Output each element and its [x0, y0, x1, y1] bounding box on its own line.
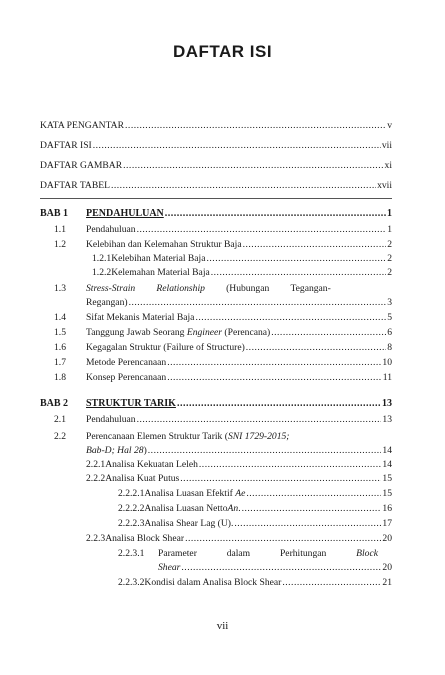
entry-label: [86, 327, 270, 339]
dot-leader: [167, 372, 382, 384]
toc-entry-2-2-3-2: [118, 577, 392, 589]
entry-label: Analisa Block Shear: [105, 533, 185, 544]
section-number-text: 1.2.1: [92, 253, 112, 264]
entry-label-part: Analisa Luasan Efektif: [144, 488, 236, 499]
entry-page: 3: [387, 297, 392, 308]
entry-page: 20: [382, 533, 392, 544]
toc-entry-1-2: [86, 239, 392, 251]
toc-entry-1-2-1: [92, 253, 392, 265]
entry-label: [144, 488, 245, 500]
toc-chapter-2: [86, 398, 392, 410]
dot-leader: [185, 533, 381, 545]
section-number-text: 1.1: [54, 224, 66, 235]
section-number: [54, 357, 66, 369]
section-number-text: 2.2.1: [86, 459, 106, 470]
section-number: [54, 372, 66, 384]
entry-page: 14: [382, 459, 392, 470]
entry-label: Analisa Shear Lag (U).: [144, 518, 234, 529]
entry-page: 6: [387, 327, 392, 338]
toc-entry-2-2-cont: [86, 445, 392, 457]
dot-leader: [234, 518, 381, 530]
dot-leader: [242, 503, 382, 515]
entry-label-part: Tanggung Jawab Seorang: [86, 327, 187, 338]
entry-page: 2: [387, 253, 392, 264]
dot-leader: [246, 342, 386, 354]
chapter-number-text: BAB 2: [40, 398, 69, 409]
section-number: [54, 312, 66, 324]
dot-leader: [246, 488, 381, 500]
entry-page: 15: [382, 488, 392, 499]
dot-leader: [167, 357, 381, 369]
entry-label: Shear: [158, 562, 181, 573]
entry-label: Konsep Perencanaan: [86, 372, 167, 383]
entry-label-part: Block: [356, 548, 378, 559]
entry-label: Stress-Strain: [86, 283, 136, 294]
entry-page: 5: [387, 312, 392, 323]
entry-page: 1: [387, 208, 392, 219]
dot-leader: [123, 160, 383, 172]
section-number-text: 2.2.2.2: [118, 503, 145, 514]
toc-entry-2-2-3-1: [118, 548, 392, 560]
section-number-text: 2.2.2.3: [118, 518, 145, 529]
section-number-text: 1.5: [54, 327, 66, 338]
section-number-text: 2.2.3.1: [118, 548, 145, 559]
entry-label: Kondisi dalam Analisa Block Shear: [144, 577, 282, 588]
entry-page: xi: [384, 160, 392, 171]
dot-leader: [207, 253, 387, 265]
entry-label: (Hubungan: [226, 283, 270, 294]
section-number-text: 2.2.3: [86, 533, 106, 544]
entry-label-part: Parameter: [158, 548, 197, 559]
chapter-number: [40, 398, 68, 410]
toc-entry-2-2-3-1-cont: [158, 562, 392, 574]
section-number: [54, 414, 66, 426]
section-number: [54, 239, 66, 251]
entry-page: 14: [382, 445, 392, 456]
section-number-text: 2.2: [54, 431, 66, 442]
toc-entry-2-1: [86, 414, 392, 426]
chapter-number-text: BAB 1: [40, 208, 69, 219]
entry-label: DAFTAR GAMBAR: [40, 160, 123, 171]
section-number: [54, 342, 66, 354]
page-title: DAFTAR ISI: [172, 42, 273, 61]
entry-page: 2: [387, 239, 392, 250]
dot-leader: [129, 297, 387, 309]
entry-label-part: dalam: [226, 548, 251, 559]
dot-leader: [165, 208, 386, 220]
toc-entry-2-2-1: [86, 459, 392, 471]
toc-entry-2-2-2-1: [118, 488, 392, 500]
section-number: [54, 283, 66, 295]
toc-entry-1-4: [86, 312, 392, 324]
dot-leader: [111, 180, 376, 192]
entry-page: 2: [387, 267, 392, 278]
entry-label: DAFTAR TABEL: [40, 180, 110, 191]
section-number-text: 1.7: [54, 357, 66, 368]
toc-entry-1-3-cont: [86, 297, 392, 309]
entry-label: Kelemahan Material Baja: [111, 267, 210, 278]
entry-label: KATA PENGANTAR: [40, 120, 125, 131]
entry-label-part: ): [143, 445, 147, 456]
entry-label: Pendahuluan: [86, 224, 136, 235]
section-number: [54, 327, 66, 339]
entry-page: 13: [382, 414, 392, 425]
toc-chapter-1: [86, 208, 392, 220]
entry-label: Relationship: [156, 283, 205, 294]
entry-label: Tegangan-: [290, 283, 331, 294]
dot-leader: [243, 239, 387, 251]
entry-label: Kegagalan Struktur (Failure of Structure): [86, 342, 245, 353]
entry-label-part: Bab-D; Hal 28: [86, 445, 144, 456]
dot-leader: [181, 562, 381, 574]
entry-page: 13: [382, 398, 392, 409]
dot-leader: [199, 459, 382, 471]
section-number-text: 1.6: [54, 342, 66, 353]
entry-page: 11: [382, 372, 392, 383]
toc-entry-2-2: [86, 431, 392, 443]
section-number-text: 1.2: [54, 239, 66, 250]
dot-leader: [195, 312, 386, 324]
entry-page: 8: [387, 342, 392, 353]
toc-entry-daftar-tabel: [40, 180, 392, 192]
dot-leader: [137, 224, 387, 236]
entry-page: xvii: [377, 180, 392, 191]
section-number-text: 1.2.2: [92, 267, 112, 278]
section-number-text: 2.2.3.2: [118, 577, 145, 588]
toc-entry-kata-pengantar: [40, 120, 392, 132]
entry-page: v: [387, 120, 392, 131]
dot-leader: [180, 473, 381, 485]
entry-label: Regangan): [86, 297, 128, 308]
toc-entry-2-2-3: [86, 533, 392, 545]
dot-leader: [211, 267, 386, 279]
toc-entry-1-3: [86, 283, 392, 295]
toc-entry-1-8: [86, 372, 392, 384]
divider: [40, 198, 392, 199]
dot-leader: [177, 398, 381, 410]
dot-leader: [93, 140, 381, 152]
toc-entry-2-2-2-3: [118, 518, 392, 530]
entry-label-part: .: [238, 503, 241, 514]
entry-page: vii: [381, 140, 392, 151]
section-number-text: 1.8: [54, 372, 66, 383]
dot-leader: [125, 120, 386, 132]
section-number-text: 1.4: [54, 312, 66, 323]
section-number-text: 1.3: [54, 283, 66, 294]
toc-entry-1-1: [86, 224, 392, 236]
entry-label-part: Analisa Luasan Netto: [144, 503, 228, 514]
entry-label: Kelebihan dan Kelemahan Struktur Baja: [86, 239, 242, 250]
entry-page: 1: [387, 224, 392, 235]
page-number: vii: [216, 620, 229, 632]
entry-label-part: Perhitungan: [279, 548, 327, 559]
dot-leader: [282, 577, 381, 589]
dot-leader: [148, 445, 382, 457]
entry-label: [144, 503, 240, 515]
toc-entry-2-2-2-2: [118, 503, 392, 515]
dot-leader: [137, 414, 382, 426]
section-number-text: 2.1: [54, 414, 66, 425]
entry-label: DAFTAR ISI: [40, 140, 92, 151]
entry-page: 10: [382, 357, 392, 368]
chapter-number: [40, 208, 68, 220]
entry-label: [86, 445, 147, 457]
entry-page: 17: [382, 518, 392, 529]
section-number-text: 2.2.2: [86, 473, 106, 484]
chapter-title: PENDAHULUAN: [86, 208, 164, 219]
entry-label: Analisa Kuat Putus: [105, 473, 180, 484]
entry-label-part: Perencanaan Elemen Struktur Tarik (: [86, 431, 228, 442]
toc-entry-1-6: [86, 342, 392, 354]
toc-entry-1-7: [86, 357, 392, 369]
toc-entry-daftar-isi: [40, 140, 392, 152]
entry-page: 21: [382, 577, 392, 588]
entry-label: [158, 548, 378, 560]
entry-label-part: SNI 1729-2015;: [227, 431, 290, 442]
entry-page: 15: [382, 473, 392, 484]
entry-label-part: Ae: [235, 488, 246, 499]
dot-leader: [271, 327, 386, 339]
entry-page: 20: [382, 562, 392, 573]
entry-label: Kelebihan Material Baja: [111, 253, 206, 264]
toc-entry-daftar-gambar: [40, 160, 392, 172]
entry-label: Metode Perencanaan: [86, 357, 167, 368]
entry-label-part: (Perencana): [222, 327, 271, 338]
section-number: [54, 224, 66, 236]
toc-entry-1-5: [86, 327, 392, 339]
section-number: [54, 431, 66, 443]
toc-entry-1-2-2: [92, 267, 392, 279]
entry-page: 16: [382, 503, 392, 514]
entry-label: Pendahuluan: [86, 414, 136, 425]
entry-label-part: An: [227, 503, 239, 514]
toc-entry-2-2-2: [86, 473, 392, 485]
entry-label-part: Engineer: [186, 327, 223, 338]
entry-label: Sifat Mekanis Material Baja: [86, 312, 195, 323]
section-number-text: 2.2.2.1: [118, 488, 145, 499]
entry-label: Analisa Kekuatan Leleh: [105, 459, 198, 470]
chapter-title: STRUKTUR TARIK: [86, 398, 176, 409]
